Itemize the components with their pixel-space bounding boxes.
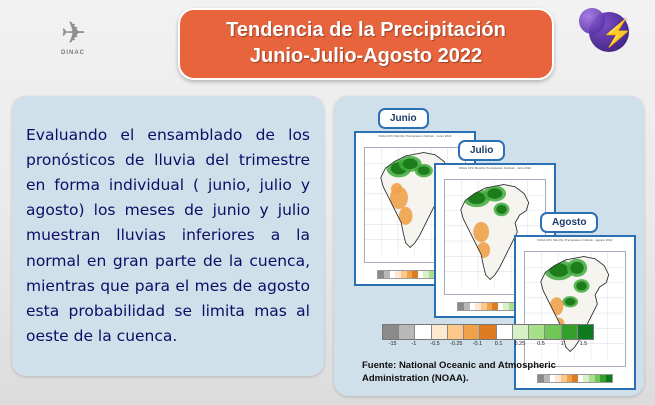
legend-swatch xyxy=(464,325,480,339)
legend-swatch xyxy=(480,325,496,339)
legend-tick: 0.5 xyxy=(537,341,545,347)
maps-panel xyxy=(334,96,644,396)
legend-tick: 0.25 xyxy=(514,341,526,347)
map-caption-junio: NOAA CPC Monthly Precipitation Outlook - Junio 2022 xyxy=(378,135,452,138)
legend-swatch xyxy=(448,325,464,339)
legend-swatch xyxy=(432,325,448,339)
title-line-1: Tendencia de la Precipitación xyxy=(226,19,506,42)
legend-swatch xyxy=(513,325,529,339)
legend-swatch xyxy=(562,325,578,339)
legend-swatch xyxy=(399,325,415,339)
legend-tick: -0.5 xyxy=(430,341,440,347)
legend-tick: 1.5 xyxy=(579,341,588,347)
storm-logo xyxy=(577,6,641,64)
legend-swatch xyxy=(497,325,513,339)
wings-icon: ✈ xyxy=(60,16,86,50)
map-caption-julio: NOAA CPC Monthly Precipitation Outlook - Julio 2022 xyxy=(458,167,532,170)
lightning-bolt-icon: ⚡ xyxy=(601,18,634,48)
legend-color-bar xyxy=(382,324,594,340)
precipitation-legend xyxy=(382,324,594,347)
legend-tick: -1 xyxy=(411,341,417,347)
description-panel xyxy=(12,96,324,376)
map-label-junio: Junio xyxy=(378,108,429,129)
legend-tick-labels xyxy=(382,341,594,347)
legend-swatch xyxy=(578,325,593,339)
legend-tick: -15 xyxy=(388,341,397,347)
legend-tick: 1 xyxy=(560,341,564,347)
map-caption-agosto: NOAA CPC Monthly Precipitation Outlook - Agosto 2022 xyxy=(537,239,613,242)
dinac-logo-text: DINAC xyxy=(61,49,85,56)
slide-title xyxy=(178,8,554,80)
map-label-agosto: Agosto xyxy=(540,212,598,233)
description-text: Evaluando el ensamblado de los pronósticos de lluvia del trimestre en forma individual ( junio, julio y agosto) los meses de junio y julio muestran lluvias inferiores a la normal en gran parte de la cuenca, mientras que para el mes de agosto esta probabilidad se limita mas al oeste de la cuenca. xyxy=(26,126,310,345)
map-plot-agosto xyxy=(524,251,626,367)
source-note: Fuente: National Oceanic and Atmospheric Administration (NOAA). xyxy=(362,360,556,384)
legend-swatch xyxy=(529,325,545,339)
legend-swatch xyxy=(545,325,561,339)
title-line-2: Junio-Julio-Agosto 2022 xyxy=(249,45,483,67)
dinac-logo xyxy=(18,8,128,66)
legend-tick: 0.1 xyxy=(494,341,503,347)
map-label-julio: Julio xyxy=(458,140,505,161)
legend-tick: -0.25 xyxy=(449,341,463,347)
legend-swatch xyxy=(383,325,399,339)
legend-swatch xyxy=(415,325,431,339)
legend-tick: -0.1 xyxy=(472,341,483,347)
